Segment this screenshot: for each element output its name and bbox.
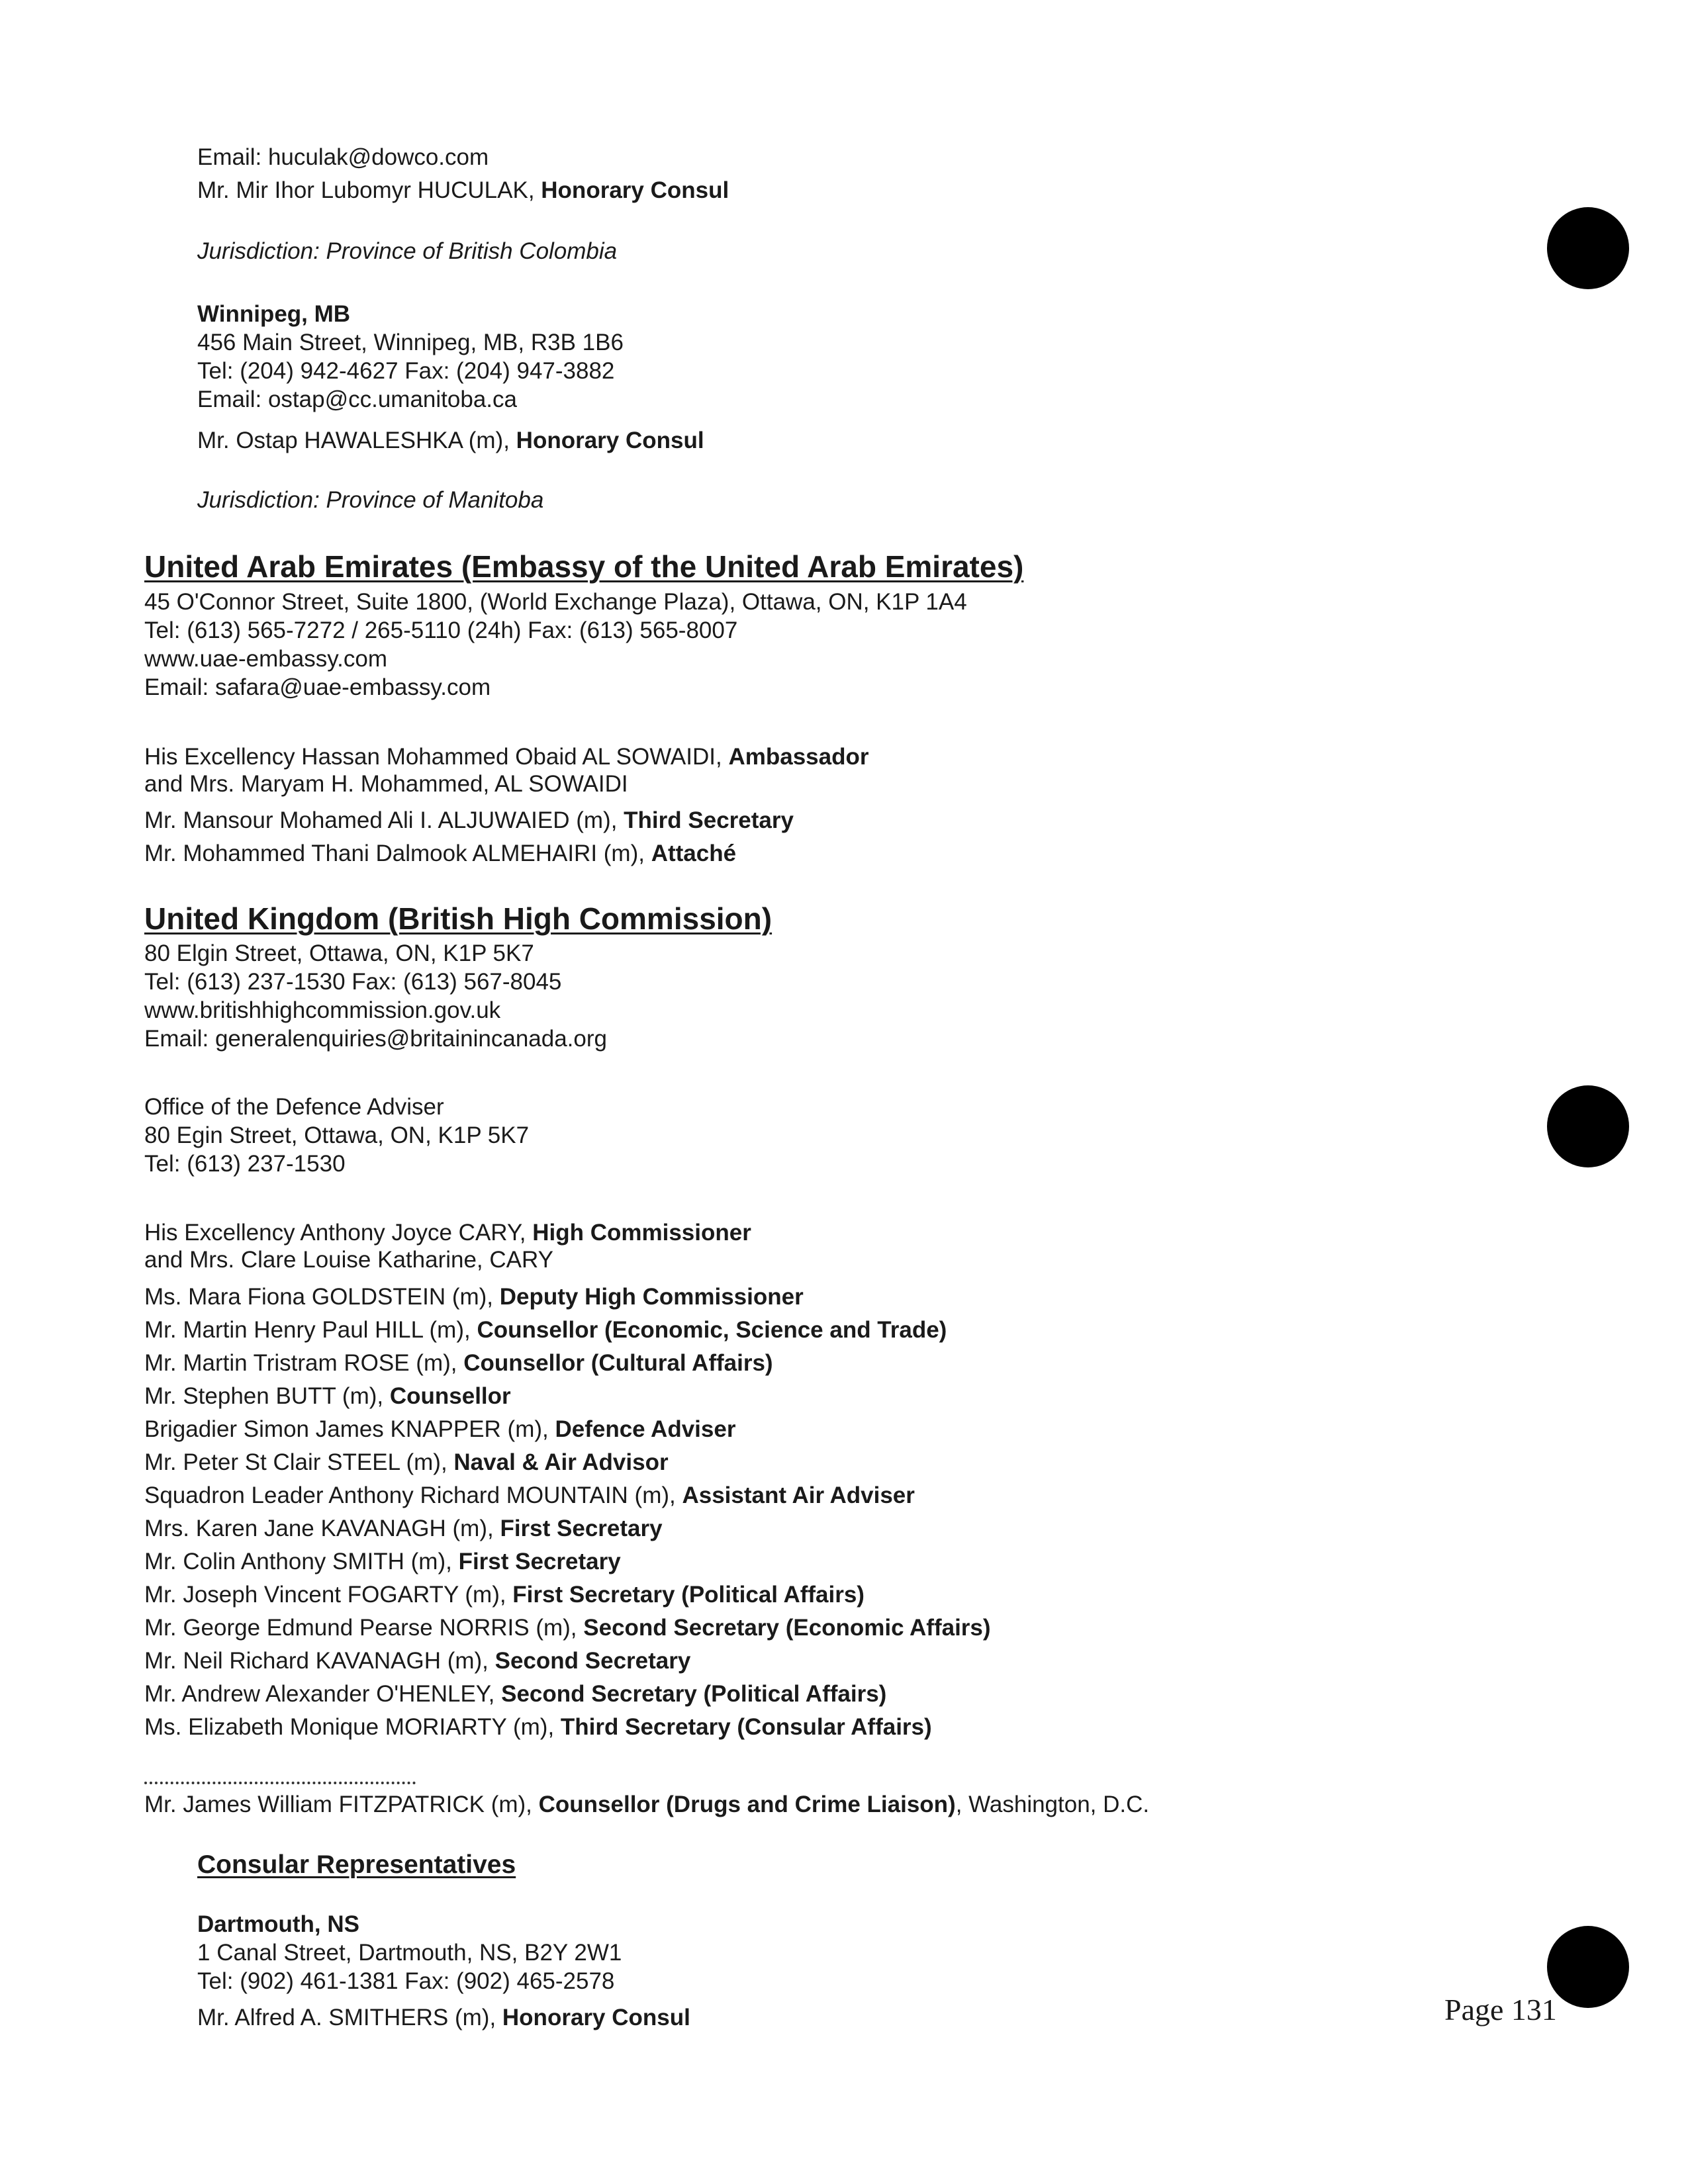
- uk-staff-row: Mr. Martin Tristram ROSE (m), Counsellor (Cultural Affairs): [144, 1350, 773, 1376]
- uk-staff-row: Mr. Andrew Alexander O'HENLEY, Second Secretary (Political Affairs): [144, 1681, 887, 1707]
- uk-staff-row: Mr. Colin Anthony SMITH (m), First Secretary: [144, 1549, 621, 1574]
- uk-defence-office: Office of the Defence Adviser: [144, 1094, 444, 1120]
- uk-staff-row: His Excellency Anthony Joyce CARY, High Commissioner: [144, 1220, 751, 1246]
- uk-heading: United Kingdom (British High Commission): [144, 901, 773, 936]
- uae-website: www.uae-embassy.com: [144, 646, 387, 672]
- vancouver-consul: Mr. Mir Ihor Lubomyr HUCULAK, Honorary Consul: [197, 177, 729, 203]
- uae-tel: Tel: (613) 565-7272 / 265-5110 (24h) Fax: (613) 565-8007: [144, 617, 738, 643]
- winnipeg-jurisdiction: Jurisdiction: Province of Manitoba: [197, 487, 544, 513]
- uae-address: 45 O'Connor Street, Suite 1800, (World Exchange Plaza), Ottawa, ON, K1P 1A4: [144, 589, 967, 615]
- uk-staff-row: Mr. Neil Richard KAVANAGH (m), Second Secretary: [144, 1648, 691, 1674]
- uae-staff-attache: Mr. Mohammed Thani Dalmook ALMEHAIRI (m), Attaché: [144, 841, 737, 866]
- dartmouth-address: 1 Canal Street, Dartmouth, NS, B2Y 2W1: [197, 1940, 622, 1966]
- winnipeg-address: 456 Main Street, Winnipeg, MB, R3B 1B6: [197, 330, 624, 355]
- uk-staff-row: Ms. Mara Fiona GOLDSTEIN (m), Deputy High Commissioner: [144, 1284, 804, 1310]
- dartmouth-city: Dartmouth, NS: [197, 1911, 359, 1937]
- winnipeg-tel: Tel: (204) 942-4627 Fax: (204) 947-3882: [197, 358, 615, 384]
- vancouver-email: Email: huculak@dowco.com: [197, 144, 489, 170]
- uae-email: Email: safara@uae-embassy.com: [144, 674, 491, 700]
- uk-address: 80 Elgin Street, Ottawa, ON, K1P 5K7: [144, 940, 534, 966]
- consular-heading: Consular Representatives: [197, 1850, 516, 1879]
- uae-staff-third-secretary: Mr. Mansour Mohamed Ali I. ALJUWAIED (m), Third Secretary: [144, 807, 794, 833]
- uk-tel: Tel: (613) 237-1530 Fax: (613) 567-8045: [144, 969, 562, 995]
- uk-staff-row: Mr. Peter St Clair STEEL (m), Naval & Air Advisor: [144, 1449, 669, 1475]
- winnipeg-consul: Mr. Ostap HAWALESHKA (m), Honorary Consul: [197, 428, 704, 453]
- uk-defence-tel: Tel: (613) 237-1530: [144, 1151, 346, 1177]
- dartmouth-consul: Mr. Alfred A. SMITHERS (m), Honorary Consul: [197, 2005, 690, 2030]
- punch-hole-top: [1547, 207, 1629, 289]
- dartmouth-tel: Tel: (902) 461-1381 Fax: (902) 465-2578: [197, 1968, 615, 1994]
- uk-website: www.britishhighcommission.gov.uk: [144, 997, 501, 1023]
- uk-staff-row: Mr. Stephen BUTT (m), Counsellor: [144, 1383, 511, 1409]
- uae-heading: United Arab Emirates (Embassy of the United Arab Emirates): [144, 549, 1024, 584]
- uk-staff-row: Ms. Elizabeth Monique MORIARTY (m), Third Secretary (Consular Affairs): [144, 1714, 932, 1740]
- uae-staff-ambassador: His Excellency Hassan Mohammed Obaid AL SOWAIDI, Ambassador: [144, 744, 869, 770]
- uk-defence-address: 80 Egin Street, Ottawa, ON, K1P 5K7: [144, 1122, 530, 1148]
- uk-staff-row: Mr. Martin Henry Paul HILL (m), Counsellor (Economic, Science and Trade): [144, 1317, 947, 1343]
- uk-email: Email: generalenquiries@britainincanada.org: [144, 1026, 607, 1052]
- uk-washington-row: Mr. James William FITZPATRICK (m), Counsellor (Drugs and Crime Liaison), Washington, D.C.: [144, 1792, 1150, 1817]
- winnipeg-city: Winnipeg, MB: [197, 301, 351, 327]
- winnipeg-email: Email: ostap@cc.umanitoba.ca: [197, 387, 517, 412]
- punch-hole-middle: [1547, 1085, 1629, 1167]
- uk-staff-row: and Mrs. Clare Louise Katharine, CARY: [144, 1247, 553, 1273]
- dotted-separator: [144, 1782, 416, 1784]
- uk-staff-row: Mr. Joseph Vincent FOGARTY (m), First Secretary (Political Affairs): [144, 1582, 865, 1608]
- uae-staff-spouse: and Mrs. Maryam H. Mohammed, AL SOWAIDI: [144, 771, 628, 797]
- uk-staff-row: Mr. George Edmund Pearse NORRIS (m), Second Secretary (Economic Affairs): [144, 1615, 991, 1641]
- punch-hole-bottom: [1547, 1926, 1629, 2008]
- uk-staff-row: Squadron Leader Anthony Richard MOUNTAIN (m), Assistant Air Adviser: [144, 1482, 915, 1508]
- uk-staff-row: Mrs. Karen Jane KAVANAGH (m), First Secretary: [144, 1516, 663, 1541]
- uk-staff-row: Brigadier Simon James KNAPPER (m), Defence Adviser: [144, 1416, 736, 1442]
- vancouver-jurisdiction: Jurisdiction: Province of British Colombia: [197, 238, 618, 264]
- page-number: Page 131: [1444, 1993, 1557, 2026]
